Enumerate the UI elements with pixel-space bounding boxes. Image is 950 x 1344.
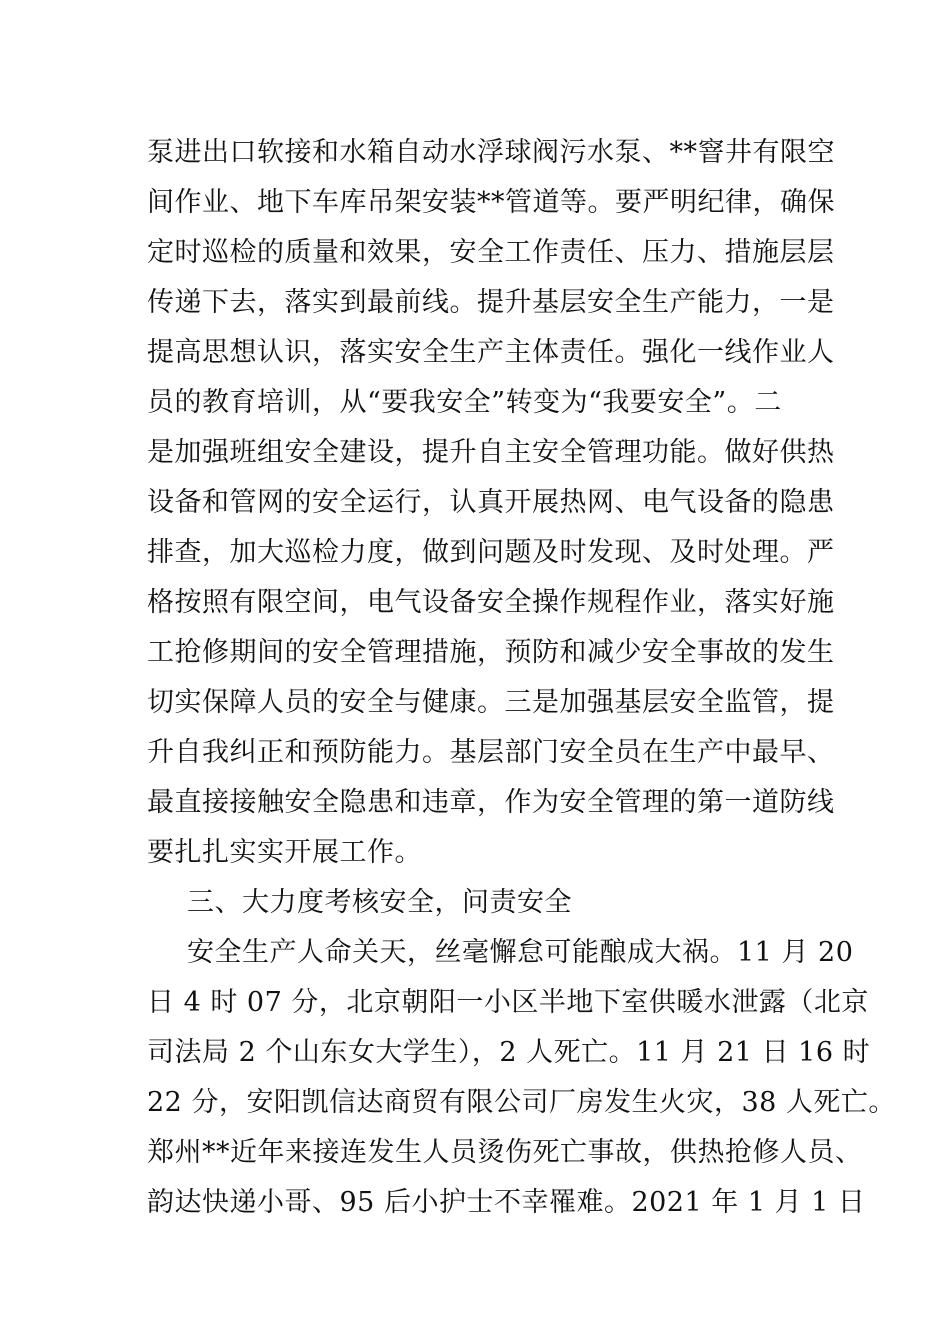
paragraph-line: 升自我纠正和预防能力。基层部门安全员在生产中最早、 [147, 737, 835, 768]
paragraph-line: 排查，加大巡检力度，做到问题及时发现、及时处理。严 [147, 537, 835, 568]
paragraph-line: 传递下去，落实到最前线。提升基层安全生产能力，一是 [147, 287, 835, 318]
paragraph-line: 员的教育培训，从“要我安全”转变为“我要安全”。二 [147, 387, 782, 418]
section-heading: 三、大力度考核安全，问责安全 [187, 887, 572, 918]
paragraph-line: 安全生产人命关天，丝毫懈怠可能酿成大祸。11 月 20 [187, 937, 854, 968]
paragraph-line: 郑州**近年来接连发生人员烫伤死亡事故，供热抢修人员、 [147, 1137, 863, 1168]
paragraph-line: 22 分，安阳凯信达商贸有限公司厂房发生火灾，38 人死亡。 [147, 1087, 896, 1118]
paragraph-line: 韵达快递小哥、95 后小护士不幸罹难。2021 年 1 月 1 日 [147, 1187, 866, 1218]
paragraph-line: 要扎扎实实开展工作。 [147, 837, 422, 868]
paragraph-line: 泵进出口软接和水箱自动水浮球阀污水泵、**窨井有限空 [147, 137, 835, 168]
paragraph-line: 提高思想认识，落实安全生产主体责任。强化一线作业人 [147, 337, 835, 368]
paragraph-line: 最直接接触安全隐患和违章，作为安全管理的第一道防线 [147, 787, 835, 818]
paragraph-line: 切实保障人员的安全与健康。三是加强基层安全监管，提 [147, 687, 835, 718]
paragraph-line: 定时巡检的质量和效果，安全工作责任、压力、措施层层 [147, 237, 835, 268]
paragraph-line: 司法局 2 个山东女大学生），2 人死亡。11 月 21 日 16 时 [147, 1037, 871, 1068]
paragraph-line: 是加强班组安全建设，提升自主安全管理功能。做好供热 [147, 437, 835, 468]
paragraph-line: 间作业、地下车库吊架安装**管道等。要严明纪律，确保 [147, 187, 835, 218]
paragraph-line: 格按照有限空间，电气设备安全操作规程作业，落实好施 [147, 587, 835, 618]
paragraph-line: 工抢修期间的安全管理措施，预防和减少安全事故的发生 [147, 637, 835, 668]
paragraph-line: 设备和管网的安全运行，认真开展热网、电气设备的隐患 [147, 487, 835, 518]
paragraph-line: 日 4 时 07 分，北京朝阳一小区半地下室供暖水泄露（北京 [147, 987, 869, 1018]
